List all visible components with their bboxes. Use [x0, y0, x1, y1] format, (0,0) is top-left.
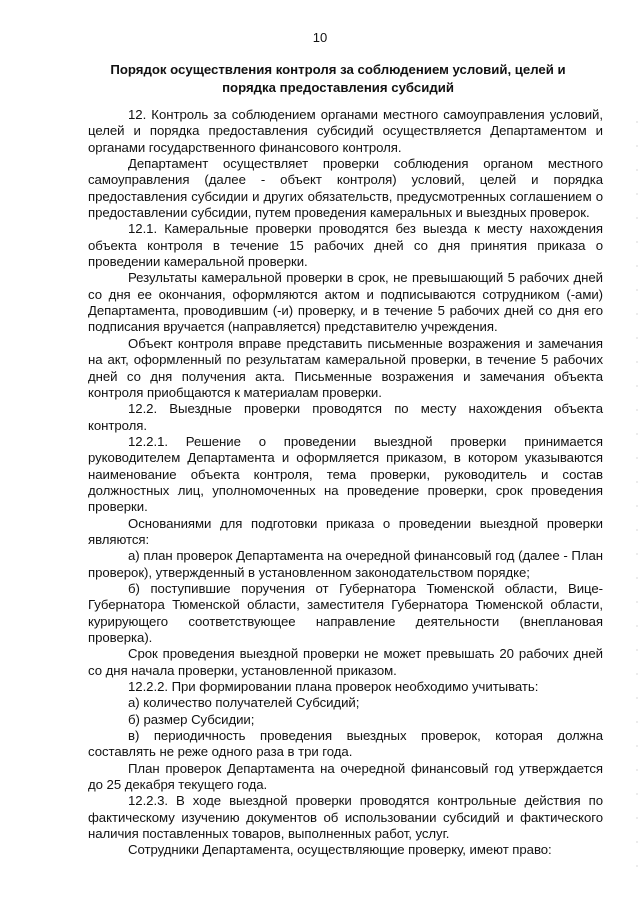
- paragraph-12-2-3: 12.2.3. В ходе выездной проверки проводятся контрольные действия по фактическому изучению документов об использовании субсидий и фактического наличия поставленных товаров, выполненных работ, услуг.: [88, 793, 603, 842]
- list-item-v-frequency: в) периодичность проведения выездных проверок, которая должна составлять не реже одного раза в три года.: [88, 728, 603, 760]
- list-item-a-plan: а) план проверок Департамента на очередной финансовый год (далее - План проверок), утвержденный в установленном законодательством порядке;: [88, 548, 603, 580]
- scan-margin-artifact: [636, 110, 638, 880]
- paragraph-grounds: Основаниями для подготовки приказа о проведении выездной проверки являются:: [88, 515, 603, 547]
- paragraph-staff-rights: Сотрудники Департамента, осуществляющие проверку, имеют право:: [128, 842, 552, 858]
- paragraph-duration: Срок проведения выездной проверки не может превышать 20 рабочих дней со дня начала проверки, установленной приказом.: [88, 646, 603, 678]
- paragraph-12-2: 12.2. Выездные проверки проводятся по месту нахождения объекта контроля.: [88, 401, 603, 433]
- paragraph-12-2-2: 12.2.2. При формировании плана проверок необходимо учитывать:: [128, 679, 539, 695]
- list-item-b-size: б) размер Субсидии;: [128, 711, 255, 727]
- list-item-a-recipients: а) количество получателей Субсидий;: [128, 695, 360, 711]
- paragraph-12: 12. Контроль за соблюдением органами местного самоуправления условий, целей и порядка предоставления субсидий осуществляется Департаментом и органами государственного финансового контроля.: [88, 107, 603, 155]
- document-body: [88, 107, 603, 859]
- paragraph-plan-approval: План проверок Департамента на очередной финансовый год утверждается до 25 декабря текущего года.: [88, 760, 603, 793]
- page-number: 10: [312, 30, 328, 45]
- section-title: Порядок осуществления контроля за соблюдением условий, целей и порядка предоставления субсидий: [110, 62, 566, 95]
- paragraph-department-checks: Департамент осуществляет проверки соблюдения органом местного самоуправления (далее - объект контроля) условий, целей и порядка предоставления субсидии и других обязательств, предусмотренных соглашением о предоставлении субсидии, путем проведения камеральных и выездных проверок.: [88, 156, 603, 221]
- paragraph-12-2-1: 12.2.1. Решение о проведении выездной проверки принимается руководителем Департамента и оформляется приказом, в котором указываются наименование объекта контроля, тема проверки, руководитель и состав должностных лиц, уполномоченных на проведение проверки, срок проведения проверки.: [88, 433, 603, 515]
- paragraph-desk-check-results: Результаты камеральной проверки в срок, не превышающий 5 рабочих дней со дня ее окончания, оформляются актом и подписываются сотрудником (-ами) Департамента, проводившим (-и) проверку, и в течение 5 рабочих дней со дня его подписания вручается (направляется) представителю учреждения.: [88, 270, 603, 335]
- paragraph-12-1: 12.1. Камеральные проверки проводятся без выезда к месту нахождения объекта контроля в течение 15 рабочих дней со дня принятия приказа о проведении камеральной проверки.: [88, 221, 603, 270]
- list-item-b-orders: б) поступившие поручения от Губернатора Тюменской области, Вице-Губернатора Тюменской области, заместителя Губернатора Тюменской области, курирующего соответствующее направление деятельности (внеплановая проверка).: [88, 580, 603, 645]
- paragraph-objections: Объект контроля вправе представить письменные возражения и замечания на акт, оформленный по результатам камеральной проверки, в течение 5 рабочих дней со дня получения акта. Письменные возражения и замечания объекта контроля приобщаются к материалам проверки.: [88, 335, 603, 400]
